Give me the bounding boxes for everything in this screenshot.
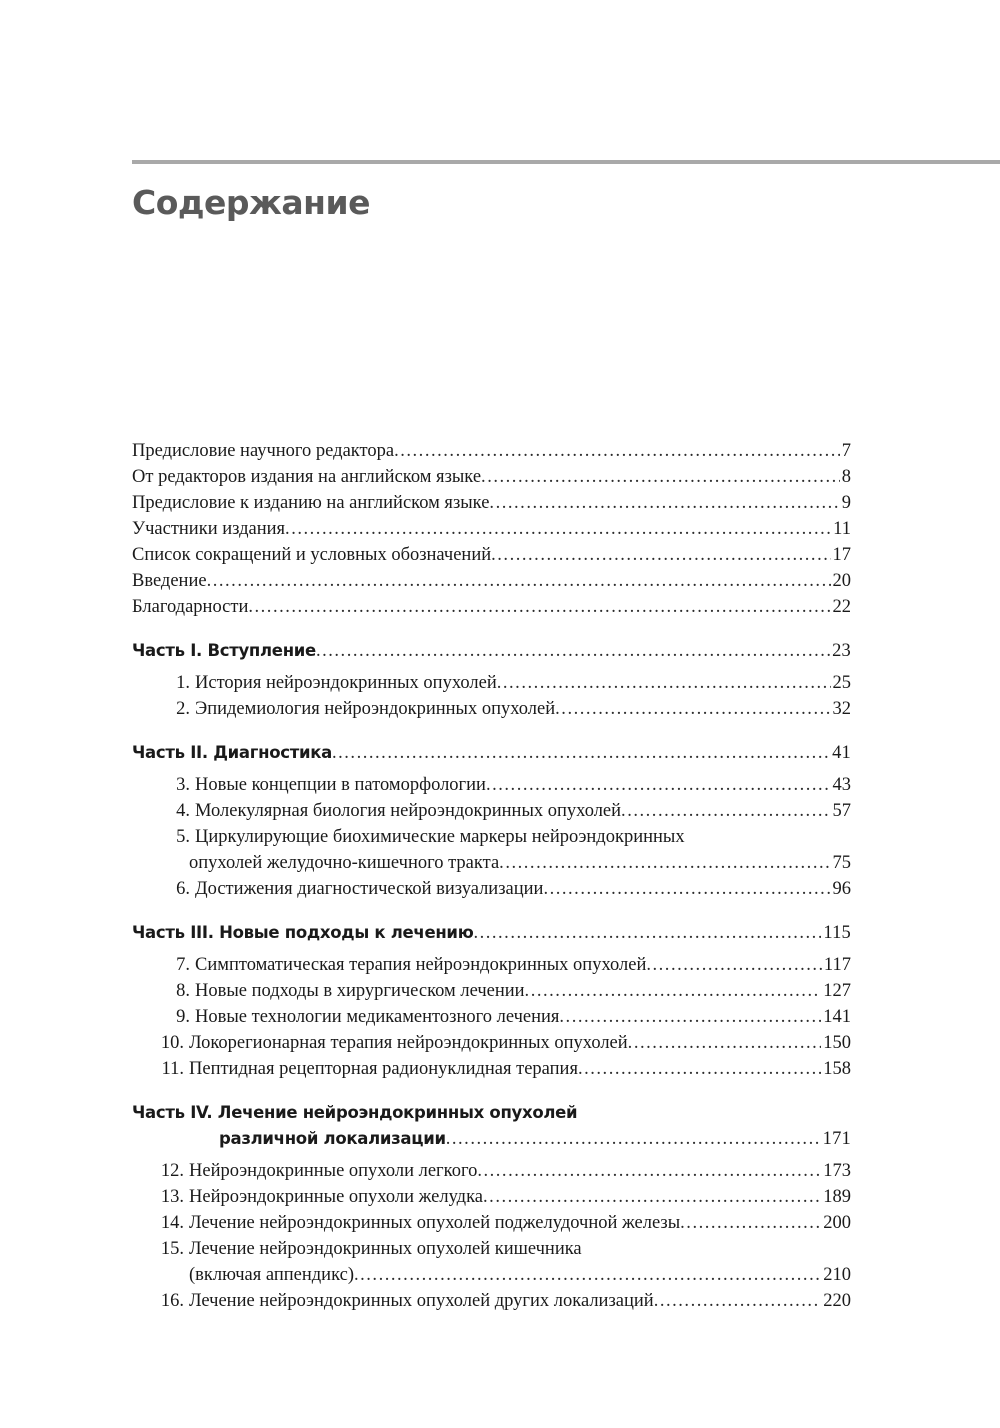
toc-part-3[interactable]	[132, 920, 851, 946]
toc-part-4-first-line[interactable]	[132, 1100, 851, 1126]
toc-entry-label: Список сокращений и условных обозначений	[132, 545, 492, 565]
chapter-number: 13.	[160, 1187, 184, 1207]
dot-leader	[248, 594, 830, 620]
dot-leader	[446, 1126, 821, 1152]
dot-leader	[486, 772, 831, 798]
chapter-title: Новые концепции в патоморфологии	[195, 775, 486, 795]
dot-leader	[473, 920, 821, 946]
toc-entry[interactable]	[132, 438, 851, 464]
chapter-title: Новые технологии медикаментозного лечения	[195, 1007, 560, 1027]
part-page: 171	[822, 1129, 851, 1149]
dot-leader	[394, 438, 840, 464]
toc-entry[interactable]	[132, 542, 851, 568]
chapter-number: 12.	[160, 1161, 184, 1181]
toc-entry-label: Благодарности	[132, 597, 249, 617]
dot-leader	[621, 798, 830, 824]
chapter-title: Достижения диагностической визуализации	[195, 879, 544, 899]
chapter-number: 3.	[176, 775, 190, 795]
chapter-number: 2.	[176, 699, 190, 719]
chapter-page: 25	[832, 673, 851, 693]
chapter-number: 5.	[176, 827, 190, 847]
toc-entry-label: Предисловие к изданию на английском языке	[132, 493, 490, 513]
part-page: 23	[832, 641, 851, 661]
top-rule	[132, 160, 1000, 164]
chapter-page: 141	[823, 1007, 851, 1027]
dot-leader	[489, 490, 839, 516]
chapter-page: 150	[823, 1033, 851, 1053]
chapter-title: Лечение нейроэндокринных опухолей других локализаций	[189, 1291, 654, 1311]
toc-chapter[interactable]	[132, 670, 851, 696]
toc-entry[interactable]	[132, 594, 851, 620]
chapter-title: Новые подходы в хирургическом лечении	[195, 981, 525, 1001]
dot-leader	[285, 516, 831, 542]
toc-chapter[interactable]	[132, 1288, 851, 1314]
toc-entry-page: 22	[832, 597, 851, 617]
chapter-page: 189	[823, 1187, 851, 1207]
dot-leader	[497, 670, 831, 696]
chapter-page: 173	[823, 1161, 851, 1181]
toc-part-2[interactable]	[132, 740, 851, 766]
toc-entry[interactable]	[132, 464, 851, 490]
toc-entry-label: Введение	[132, 571, 207, 591]
chapter-page: 43	[832, 775, 851, 795]
dot-leader	[332, 740, 830, 766]
dot-leader	[628, 1030, 822, 1056]
dot-leader	[654, 1288, 822, 1314]
dot-leader	[483, 1184, 821, 1210]
table-of-contents	[132, 438, 851, 1314]
chapter-number: 7.	[176, 955, 190, 975]
toc-part-1[interactable]	[132, 638, 851, 664]
toc-chapter[interactable]	[132, 1210, 851, 1236]
chapter-number: 10.	[160, 1033, 184, 1053]
dot-leader	[578, 1056, 821, 1082]
toc-chapter[interactable]	[132, 1184, 851, 1210]
toc-entry-page: 7	[841, 441, 851, 461]
chapter-title: Симптоматическая терапия нейроэндокринных опухолей	[195, 955, 647, 975]
chapter-title: Локорегионарная терапия нейроэндокринных опухолей	[189, 1033, 628, 1053]
dot-leader	[354, 1262, 821, 1288]
toc-entry-page: 20	[832, 571, 851, 591]
dot-leader	[543, 876, 830, 902]
dot-leader	[481, 464, 840, 490]
chapter-number: 4.	[176, 801, 190, 821]
chapter-title-line2: (включая аппендикс)	[189, 1265, 354, 1285]
toc-entry[interactable]	[132, 516, 851, 542]
chapter-number: 1.	[176, 673, 190, 693]
chapter-number: 8.	[176, 981, 190, 1001]
chapter-title: Молекулярная биология нейроэндокринных опухолей	[195, 801, 622, 821]
chapter-page: 32	[832, 699, 851, 719]
toc-entry-page: 17	[832, 545, 851, 565]
toc-chapter[interactable]	[132, 1004, 851, 1030]
toc-entry-page: 9	[841, 493, 851, 513]
chapter-page: 75	[832, 853, 851, 873]
dot-leader	[491, 542, 830, 568]
toc-entry-page: 11	[833, 519, 851, 539]
chapter-number: 15.	[160, 1239, 184, 1259]
dot-leader	[207, 568, 831, 594]
chapter-page: 96	[832, 879, 851, 899]
part-title-line1: Часть IV. Лечение нейроэндокринных опухолей	[132, 1103, 578, 1122]
chapter-title: Лечение нейроэндокринных опухолей поджелудочной железы	[189, 1213, 681, 1233]
toc-chapter[interactable]	[132, 978, 851, 1004]
toc-part-4-continuation[interactable]	[132, 1126, 851, 1152]
chapter-title-line2: опухолей желудочно-кишечного тракта	[189, 853, 500, 873]
chapter-page: 200	[823, 1213, 851, 1233]
toc-entry[interactable]	[132, 568, 851, 594]
toc-entry-page: 8	[841, 467, 851, 487]
toc-entry-label: Предисловие научного редактора	[132, 441, 395, 461]
part-title: Часть I. Вступление	[132, 641, 316, 660]
chapter-number: 11.	[161, 1059, 184, 1079]
toc-chapter-continuation[interactable]	[132, 1262, 851, 1288]
part-title-line2: различной локализации	[219, 1129, 446, 1148]
toc-chapter[interactable]	[132, 876, 851, 902]
chapter-number: 14.	[160, 1213, 184, 1233]
chapter-page: 57	[832, 801, 851, 821]
chapter-title: История нейроэндокринных опухолей	[195, 673, 497, 693]
dot-leader	[316, 638, 830, 664]
toc-chapter[interactable]	[132, 798, 851, 824]
chapter-page: 220	[823, 1291, 851, 1311]
chapter-page: 127	[823, 981, 851, 1001]
chapter-title-line1: Лечение нейроэндокринных опухолей кишечника	[189, 1239, 582, 1259]
toc-chapter-first-line[interactable]	[132, 824, 851, 850]
chapter-number: 9.	[176, 1007, 190, 1027]
page-title: Содержание	[132, 183, 370, 222]
chapter-title: Пептидная рецепторная радионуклидная терапия	[189, 1059, 578, 1079]
chapter-title: Нейроэндокринные опухоли желудка	[189, 1187, 484, 1207]
chapter-page: 117	[823, 955, 851, 975]
dot-leader	[499, 850, 830, 876]
dot-leader	[680, 1210, 821, 1236]
chapter-page: 158	[823, 1059, 851, 1079]
chapter-number: 6.	[176, 879, 190, 899]
toc-chapter[interactable]	[132, 1030, 851, 1056]
toc-entry-label: Участники издания	[132, 519, 286, 539]
toc-chapter[interactable]	[132, 1158, 851, 1184]
toc-chapter[interactable]	[132, 772, 851, 798]
toc-entry-label: От редакторов издания на английском языке	[132, 467, 482, 487]
chapter-title: Эпидемиология нейроэндокринных опухолей	[195, 699, 556, 719]
toc-chapter[interactable]	[132, 696, 851, 722]
part-title: Часть III. Новые подходы к лечению	[132, 923, 474, 942]
chapter-title-line1: Циркулирующие биохимические маркеры нейроэндокринных	[195, 827, 685, 847]
dot-leader	[646, 952, 822, 978]
toc-entry[interactable]	[132, 490, 851, 516]
chapter-page: 210	[823, 1265, 851, 1285]
dot-leader	[525, 978, 822, 1004]
dot-leader	[559, 1004, 821, 1030]
toc-chapter[interactable]	[132, 952, 851, 978]
dot-leader	[477, 1158, 821, 1184]
part-page: 41	[832, 743, 851, 763]
chapter-title: Нейроэндокринные опухоли легкого	[189, 1161, 478, 1181]
chapter-number: 16.	[160, 1291, 184, 1311]
part-title: Часть II. Диагностика	[132, 743, 332, 762]
toc-chapter-continuation[interactable]	[132, 850, 851, 876]
toc-chapter-first-line[interactable]	[132, 1236, 851, 1262]
part-page: 115	[823, 923, 851, 943]
toc-chapter[interactable]	[132, 1056, 851, 1082]
dot-leader	[555, 696, 830, 722]
